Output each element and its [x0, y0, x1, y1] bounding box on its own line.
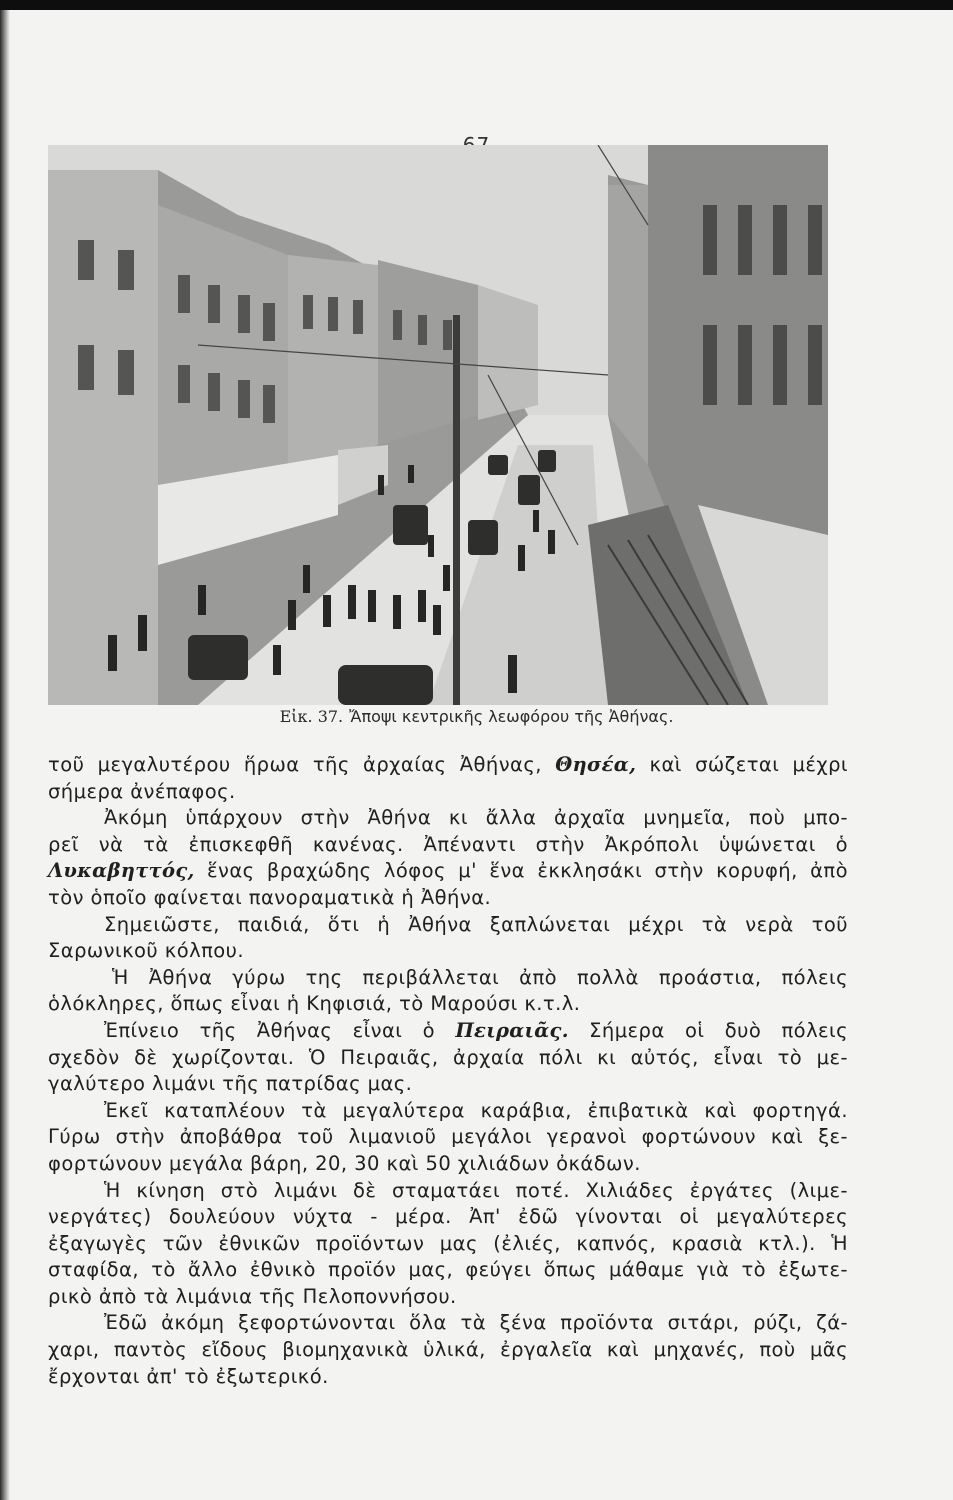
text-line: χαρι, παντὸς εἴδους βιομηχανικὰ ὑλικά, ἐργαλεῖα καὶ μηχανές, ποὺ μᾶς — [48, 1338, 848, 1362]
text-line: Ἡ κίνηση στὸ λιμάνι δὲ σταματάει ποτέ. Χιλιάδες ἐργάτες (λιμε- — [104, 1178, 848, 1202]
text-line — [48, 1018, 848, 1045]
text-line: Ἡ Ἀθήνα γύρω της περιβάλλεται ἀπὸ πολλὰ προάστια, πόλεις — [112, 965, 848, 989]
scan-top-edge — [0, 0, 953, 10]
text-line: φορτώνουν μεγάλα βάρη, 20, 30 καὶ 50 χιλιάδων ὀκάδων. — [48, 1151, 641, 1175]
text-line — [48, 752, 848, 779]
text-line: ὁλόκληρες, ὅπως εἶναι ἡ Κηφισιά, τὸ Μαρούσι κ.τ.λ. — [48, 992, 581, 1016]
scan-binding-shadow — [0, 10, 10, 1500]
text-span: Ἐπίνειο τῆς Ἀθήνας εἶναι ὁ — [104, 1018, 436, 1042]
street-photograph — [48, 145, 828, 705]
text-span: ἕνας βραχώδης λόφος μ' ἕνα ἐκκλησάκι στὴν κορυφή, ἀπὸ — [207, 859, 848, 883]
text-line: σήμερα ἀνέπαφος. — [48, 779, 236, 803]
text-line: ρικὸ ἀπὸ τὰ λιμάνια τῆς Πελοποννήσου. — [48, 1284, 457, 1308]
text-line — [48, 858, 848, 885]
text-line: σχεδὸν δὲ χωρίζονται. Ὁ Πειραιᾶς, ἀρχαία πόλι κι αὐτός, εἶναι τὸ με- — [48, 1045, 848, 1069]
text-line: σταφίδα, τὸ ἄλλο ἐθνικὸ προϊόν μας, φεύγει ὅπως μάθαμε γιὰ τὸ ἐξωτε- — [48, 1258, 848, 1282]
text-span: Σήμερα οἱ δυὸ πόλεις — [589, 1018, 848, 1042]
text-line: ρεῖ νὰ τὰ ἐπισκεφθῆ κανένας. Ἀπέναντι στὴν Ἀκρόπολι ὑψώνεται ὁ — [48, 832, 848, 856]
figure-caption — [0, 707, 953, 726]
text-line: νεργάτες) δουλεύουν νύχτα - μέρα. Ἀπ' ἐδῶ γίνονται οἱ μεγαλύτερες — [48, 1205, 848, 1229]
emphasized-name: Πειραιᾶς. — [455, 1018, 569, 1042]
text-line: Σημειῶστε, παιδιά, ὅτι ἡ Ἀθήνα ξαπλώνεται μέχρι τὰ νερὰ τοῦ — [104, 912, 848, 936]
text-line: Γύρω στὴν ἀποβάθρα τοῦ λιμανιοῦ μεγάλοι γερανοὶ φορτώνουν καὶ ξε- — [48, 1125, 848, 1149]
text-line: Ἐκεῖ καταπλέουν τὰ μεγαλύτερα καράβια, ἐπιβατικὰ καὶ φορτηγά. — [104, 1098, 848, 1122]
emphasized-name: Λυκαβηττός, — [48, 859, 195, 883]
text-line: γαλύτερο λιμάνι τῆς πατρίδας μας. — [48, 1072, 413, 1096]
emphasized-name: Θησέα, — [555, 753, 637, 776]
figure-caption-text: Ἄποψι κεντρικῆς λεωφόρου τῆς Ἀθήνας. — [349, 707, 674, 726]
text-span: τοῦ μεγαλυτέρου ἥρωα τῆς ἀρχαίας Ἀθήνας, — [48, 753, 542, 776]
text-line: Σαρωνικοῦ κόλπου. — [48, 939, 245, 963]
text-span: καὶ σώζεται μέχρι — [649, 753, 848, 776]
text-line: ἐξαγωγὲς τῶν ἐθνικῶν προϊόντων μας (ἐλιές, καπνός, κρασιὰ κτλ.). Ἡ — [48, 1231, 848, 1255]
text-line: τὸν ὁποῖο φαίνεται πανοραματικὰ ἡ Ἀθήνα. — [48, 885, 492, 909]
figure-label: Εἰκ. 37. — [279, 707, 344, 726]
text-line: Ἐδῶ ἀκόμη ξεφορτώνονται ὅλα τὰ ξένα προϊόντα σιτάρι, ρύζι, ζά- — [104, 1311, 848, 1335]
text-line: Ἀκόμη ὑπάρχουν στὴν Ἀθήνα κι ἄλλα ἀρχαῖα μνημεῖα, ποὺ μπο- — [104, 806, 848, 830]
body-text — [48, 752, 848, 1390]
text-line: ἔρχονται ἀπ' τὸ ἐξωτερικό. — [48, 1364, 329, 1388]
